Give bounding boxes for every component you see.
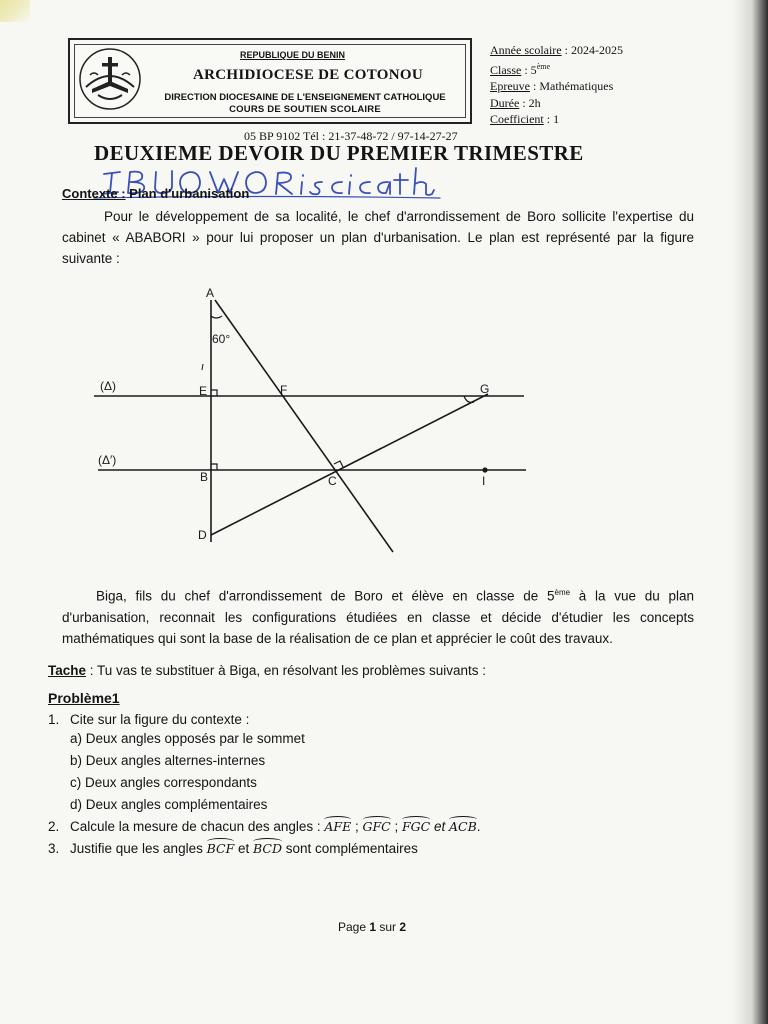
label-e: E <box>199 384 208 398</box>
angle-fgc: FGC <box>402 816 430 834</box>
country-heading: REPUBLIQUE DU BENIN <box>240 50 346 60</box>
label-i: I <box>482 474 486 488</box>
question-1: 1. Cite sur la figure du contexte : <box>48 712 250 727</box>
question-1c: c) Deux angles correspondants <box>70 775 257 790</box>
label-a: A <box>206 286 215 300</box>
info-coefficient: Coefficient : 1 <box>490 112 560 126</box>
angle-bcd: BCD <box>253 838 282 856</box>
question-1d: d) Deux angles complémentaires <box>70 797 268 812</box>
label-d: D <box>198 528 207 542</box>
info-duree: Durée : 2h <box>490 95 541 110</box>
label-f: F <box>280 383 288 397</box>
archdiocese-logo-icon <box>78 45 142 113</box>
label-angle-60: 60° <box>212 332 231 346</box>
tache-line <box>48 663 486 678</box>
question-1a: a) Deux angles opposés par le sommet <box>70 731 305 746</box>
figure-lines <box>94 300 526 552</box>
contexte-value: Plan d'urbanisation <box>125 186 250 201</box>
angle-acb: ACB <box>449 816 477 834</box>
page-footer: Page 1 sur 2 <box>338 920 407 934</box>
question-1b: b) Deux angles alternes-internes <box>70 753 266 768</box>
label-c: C <box>328 474 337 488</box>
tache-label: Tache <box>48 663 87 678</box>
line-afc <box>215 300 393 552</box>
probleme-title: Problème1 <box>48 690 120 706</box>
geometry-figure <box>84 280 544 560</box>
label-g: G <box>480 382 490 396</box>
line-dcg <box>211 394 488 535</box>
exam-title: DEUXIEME DEVOIR DU PREMIER TRIMESTRE <box>94 141 584 165</box>
exam-info <box>490 42 710 128</box>
question-2: 2. Calcule la mesure de chacun des angles : AFE ; GFC ; FGC et ACB. <box>48 816 481 834</box>
tick-mark <box>202 364 203 370</box>
point-i-marker <box>482 467 487 472</box>
angle-afe: AFE <box>324 816 351 834</box>
angle-bcf: BCF <box>207 838 235 856</box>
contexte-label: Contexte : <box>62 186 126 201</box>
info-annee: Année scolaire : 2024-2025 <box>490 43 623 57</box>
tache-value: : Tu vas te substituer à Biga, en résolvant les problèmes suivants : <box>86 663 486 678</box>
archdiocese-heading: ARCHIDIOCESE DE COTONOU <box>193 67 423 83</box>
angle-a-arc <box>211 316 222 318</box>
info-epreuve: Epreuve : Mathématiques <box>490 79 614 93</box>
paper-corner <box>0 0 30 22</box>
angle-gfc: GFC <box>363 816 391 834</box>
label-b: B <box>200 470 209 484</box>
right-angle-marks <box>211 390 343 470</box>
question-3: 3. Justifie que les angles BCF et BCD sont complémentaires <box>48 838 418 856</box>
context-paragraph-1: Pour le développement de sa localité, le chef d'arrondissement de Boro sollicite l'expertise du cabinet « ABABORI » pour lui proposer un plan d'urbanisation. Le plan est représenté par la figure suivante : <box>62 209 694 266</box>
contexte-line <box>62 186 249 201</box>
page-edge-shadow <box>732 0 768 1024</box>
info-classe: Classe : 5ème <box>490 61 551 77</box>
contact-line: 05 BP 9102 Tél : 21-37-48-72 / 97-14-27-27 <box>244 129 458 143</box>
cours-heading: COURS DE SOUTIEN SCOLAIRE <box>229 104 381 115</box>
label-delta: (Δ) <box>100 379 117 393</box>
direction-heading: DIRECTION DIOCESAINE DE L'ENSEIGNEMENT CATHOLIQUE <box>164 92 446 103</box>
label-delta-prime: (Δ′) <box>98 453 117 467</box>
header-box <box>68 38 472 124</box>
context-paragraph-2: Biga, fils du chef d'arrondissement de Boro et élève en classe de 5ème à la vue du plan d'urbanisation, reconnait les configurations étudiées en classe et décide d'étudier les concepts mathématiques qui sont la base de la réalisation de ce plan et apprécier le coût des travaux. <box>62 588 695 646</box>
